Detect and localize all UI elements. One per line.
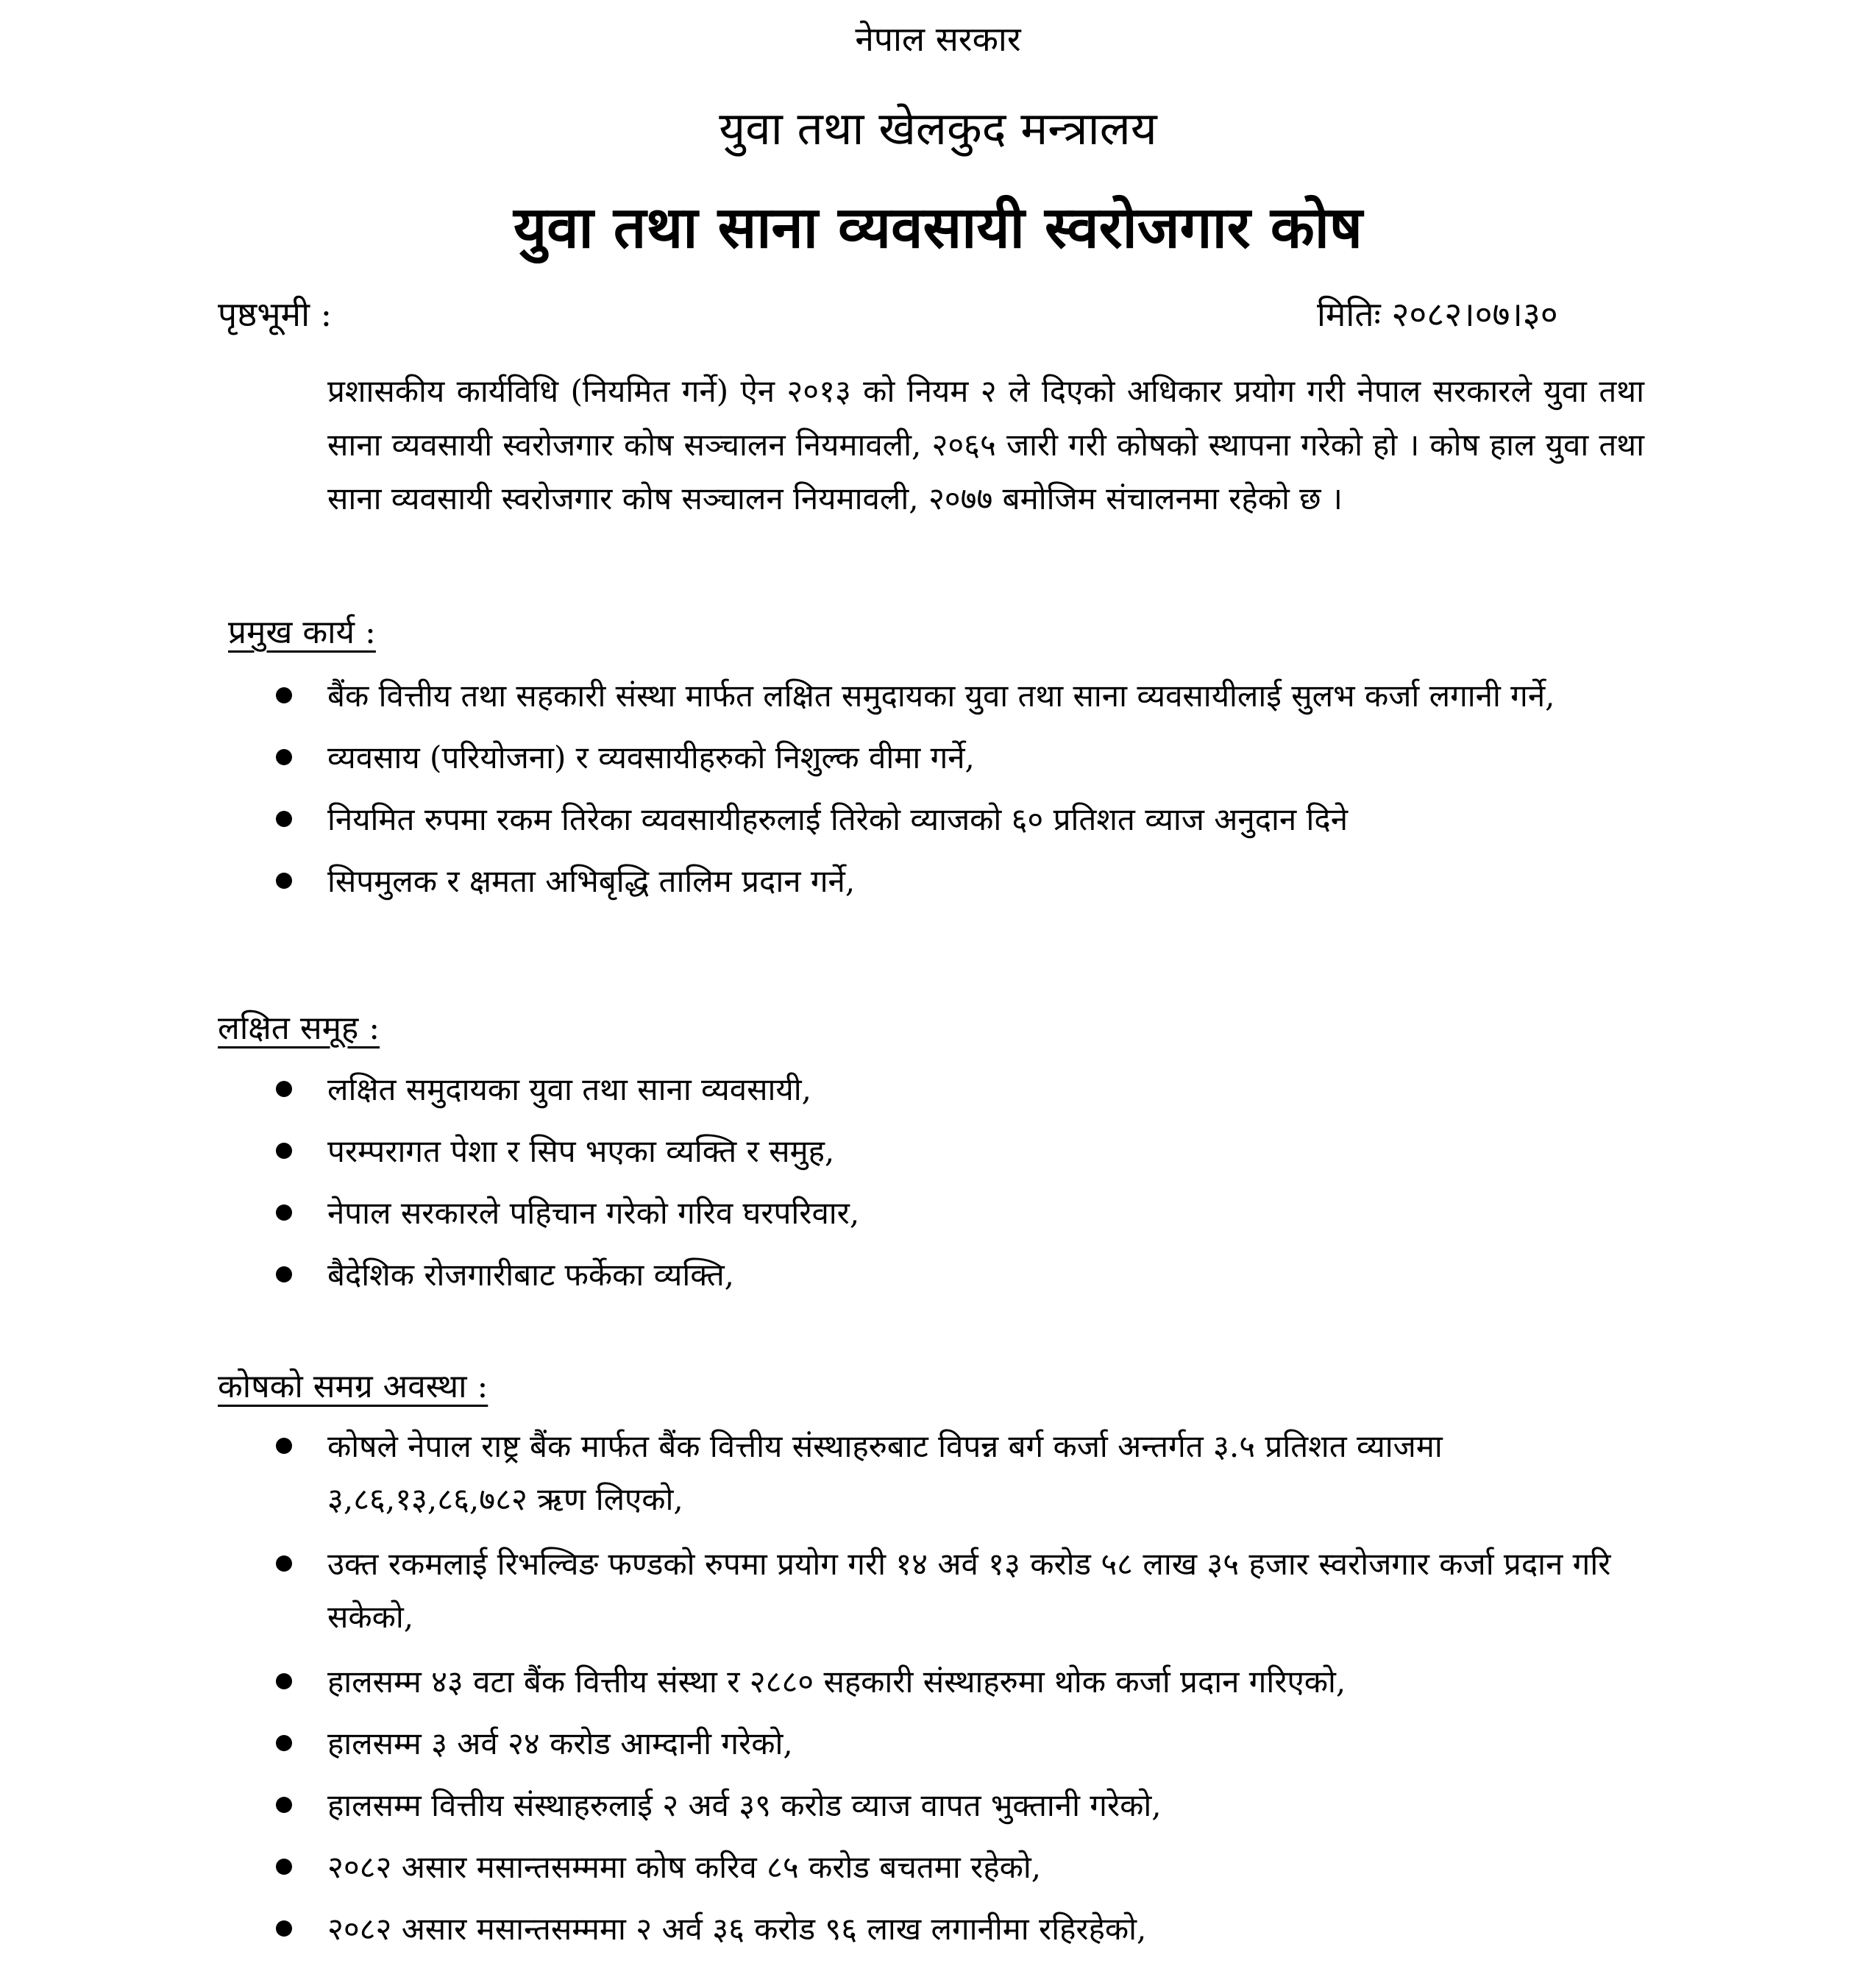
list-item-text: परम्परागत पेशा र सिप भएका व्यक्ति र समुह, bbox=[327, 1133, 835, 1169]
government-title: नेपाल सरकार bbox=[855, 19, 1021, 59]
fund-status-heading: कोषको समग्र अवस्था : bbox=[218, 1368, 488, 1405]
target-groups-heading: लक्षित समूह : bbox=[218, 1009, 380, 1047]
list-item bbox=[276, 1187, 1652, 1240]
list-item-text: नियमित रुपमा रकम तिरेका व्यवसायीहरुलाई तिरेको व्याजको ६० प्रतिशत व्याज अनुदान दिने bbox=[327, 801, 1349, 837]
list-item-text: २०८२ असार मसान्तसम्ममा २ अर्व ३६ करोड ९६ लाख लगानीमा रहिरहेको, bbox=[327, 1911, 1147, 1947]
fund-status-list bbox=[276, 1420, 1652, 1956]
list-item bbox=[276, 1903, 1652, 1956]
date-text: मितिः २०८२।०७।३० bbox=[1317, 294, 1558, 334]
ministry-title: युवा तथा खेलकुद मन्त्रालय bbox=[719, 102, 1157, 155]
bullet-icon bbox=[276, 1081, 292, 1097]
list-item bbox=[276, 1420, 1652, 1526]
bullet-icon bbox=[276, 1555, 292, 1572]
list-item-text: कोषले नेपाल राष्ट्र बैंक मार्फत बैंक वित्तीय संस्थाहरुबाट विपन्न बर्ग कर्जा अन्तर्गत ३.५ प्रतिशत व्याजमा ३,८६,१३,८६,७८२ ऋण लिएको, bbox=[327, 1428, 1443, 1517]
list-item-text: हालसम्म वित्तीय संस्थाहरुलाई २ अर्व ३९ करोड व्याज वापत भुक्तानी गरेको, bbox=[327, 1787, 1162, 1823]
list-item bbox=[276, 1538, 1652, 1644]
list-item-text: बैंक वित्तीय तथा सहकारी संस्था मार्फत लक्षित समुदायका युवा तथा साना व्यवसायीलाई सुलभ कर्जा लगानी गर्ने, bbox=[327, 678, 1555, 714]
list-item-text: हालसम्म ४३ वटा बैंक वित्तीय संस्था र २८८० सहकारी संस्थाहरुमा थोक कर्जा प्रदान गरिएको, bbox=[327, 1664, 1346, 1700]
list-item-text: नेपाल सरकारले पहिचान गरेको गरिव घरपरिवार, bbox=[327, 1195, 860, 1231]
list-item bbox=[276, 1125, 1652, 1178]
list-item-text: २०८२ असार मसान्तसम्ममा कोष करिव ८५ करोड बचतमा रहेको, bbox=[327, 1849, 1042, 1885]
list-item bbox=[276, 793, 1652, 846]
background-label: पृष्ठभूमी : bbox=[218, 294, 333, 334]
list-item bbox=[276, 1717, 1652, 1770]
fund-title: युवा तथा साना व्यवसायी स्वरोजगार कोष bbox=[513, 194, 1363, 261]
list-item-text: उक्त रकमलाई रिभल्विङ फण्डको रुपमा प्रयोग गरी १४ अर्व १३ करोड ५८ लाख ३५ हजार स्वरोजगार कर्जा प्रदान गरि सकेको, bbox=[327, 1546, 1611, 1635]
list-item bbox=[276, 1063, 1652, 1116]
bullet-icon bbox=[276, 1797, 292, 1813]
background-paragraph: प्रशासकीय कार्यविधि (नियमित गर्ने) ऐन २०१३ को नियम २ ले दिएको अधिकार प्रयोग गरी नेपाल सरकारले युवा तथा साना व्यवसायी स्वरोजगार कोष सञ्चालन नियमावली, २०६५ जारी गरी कोषको स्थापना गरेको हो । कोष हाल युवा तथा साना व्यवसायी स्वरोजगार कोष सञ्चालन नियमावली, २०७७ बमोजिम संचालनमा रहेको छ । bbox=[327, 373, 1644, 517]
list-item bbox=[276, 1249, 1652, 1302]
bullet-icon bbox=[276, 1266, 292, 1282]
list-item bbox=[276, 855, 1652, 908]
bullet-icon bbox=[276, 1143, 292, 1159]
target-groups-list bbox=[276, 1063, 1652, 1302]
bullet-icon bbox=[276, 811, 292, 827]
bullet-icon bbox=[276, 873, 292, 889]
bullet-icon bbox=[276, 749, 292, 765]
list-item bbox=[276, 1779, 1652, 1832]
bullet-icon bbox=[276, 1920, 292, 1937]
list-item-text: लक्षित समुदायका युवा तथा साना व्यवसायी, bbox=[327, 1071, 811, 1107]
bullet-icon bbox=[276, 1859, 292, 1875]
main-functions-heading: प्रमुख कार्य : bbox=[228, 614, 376, 651]
list-item bbox=[276, 670, 1652, 723]
list-item bbox=[276, 1841, 1652, 1894]
bullet-icon bbox=[276, 1673, 292, 1689]
list-item-text: बैदेशिक रोजगारीबाट फर्केका व्यक्ति, bbox=[327, 1257, 735, 1293]
list-item bbox=[276, 1656, 1652, 1708]
list-item-text: सिपमुलक र क्षमता अभिबृद्धि तालिम प्रदान गर्ने, bbox=[327, 863, 856, 899]
bullet-icon bbox=[276, 1438, 292, 1454]
bullet-icon bbox=[276, 1735, 292, 1751]
list-item-text: हालसम्म ३ अर्व २४ करोड आम्दानी गरेको, bbox=[327, 1725, 793, 1761]
bullet-icon bbox=[276, 1204, 292, 1221]
list-item-text: व्यवसाय (परियोजना) र व्यवसायीहरुको निशुल्क वीमा गर्ने, bbox=[327, 739, 975, 776]
list-item bbox=[276, 731, 1652, 784]
main-functions-list bbox=[276, 670, 1652, 908]
bullet-icon bbox=[276, 687, 292, 703]
